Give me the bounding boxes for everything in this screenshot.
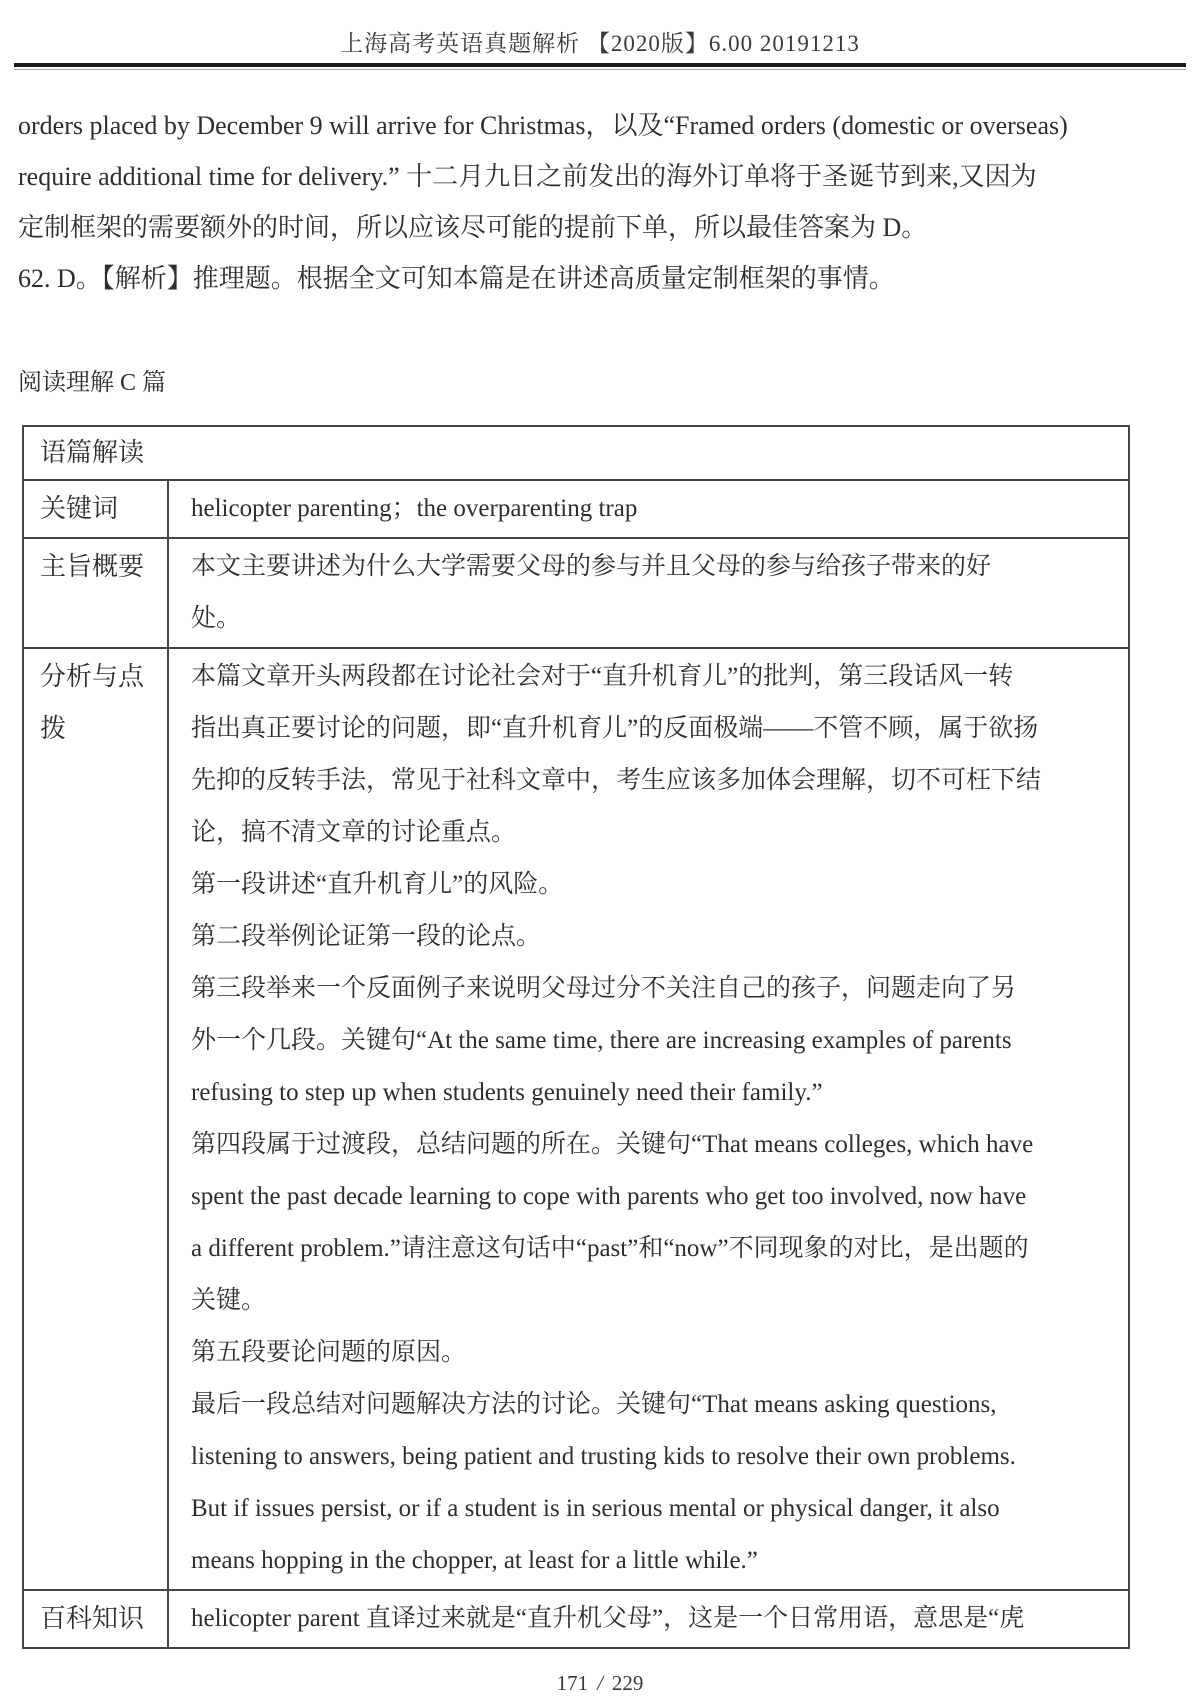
table-row-summary xyxy=(24,539,1128,649)
text-line: refusing to step up when students genuinely need their family.” xyxy=(191,1079,823,1106)
section-heading: 阅读理解 C 篇 xyxy=(18,370,167,396)
explanation-paragraph xyxy=(18,100,1130,253)
answer-paragraph xyxy=(18,253,1130,304)
text-line: spent the past decade learning to cope with parents who get too involved, now have xyxy=(191,1183,1027,1210)
text-line: listening to answers, being patient and trusting kids to resolve their own problems. xyxy=(191,1443,1016,1470)
text-line: orders placed by December 9 will arrive for Christmas，以及“Framed orders (domestic or overseas) xyxy=(18,111,1068,140)
table-header-label: 语篇解读 xyxy=(40,438,145,467)
text-line: 本文主要讲述为什么大学需要父母的参与并且父母的参与给孩子带来的好 xyxy=(191,553,992,580)
text-line: 定制框架的需要额外的时间，所以应该尽可能的提前下单，所以最佳答案为 D。 xyxy=(18,213,928,242)
row-content-summary xyxy=(169,539,1128,647)
text-line: 最后一段总结对问题解决方法的讨论。关键句“That means asking questions, xyxy=(191,1391,997,1418)
text-line: 第四段属于过渡段，总结问题的所在。关键句“That means colleges, which have xyxy=(191,1131,1034,1158)
text-line: 关键。 xyxy=(191,1287,267,1314)
row-label-summary: 主旨概要 xyxy=(24,539,169,647)
text-line: But if issues persist, or if a student is in serious mental or physical danger, it also xyxy=(191,1495,1000,1522)
page-number-current: 171 xyxy=(556,1671,589,1695)
text-line: require additional time for delivery.” 十二月九日之前发出的海外订单将于圣诞节到来,又因为 xyxy=(18,162,1037,191)
text-line: 先抑的反转手法，常见于社科文章中，考生应该多加体会理解，切不可枉下结 xyxy=(191,767,1042,794)
table-row-analysis xyxy=(24,649,1128,1591)
text-line: 第一段讲述“直升机育儿”的风险。 xyxy=(191,871,564,898)
text-line: helicopter parent 直译过来就是“直升机父母”，这是一个日常用语，意思是“虎 xyxy=(191,1605,1025,1632)
text-line: 第五段要论问题的原因。 xyxy=(191,1339,467,1366)
text-line: 本篇文章开头两段都在讨论社会对于“直升机育儿”的批判，第三段话风一转 xyxy=(191,663,1014,690)
table-row-keywords xyxy=(24,481,1128,539)
text-line: 62. D。【解析】推理题。根据全文可知本篇是在讲述高质量定制框架的事情。 xyxy=(18,264,895,293)
header-title: 上海高考英语真题解析 【2020版】6.00 20191213 xyxy=(340,31,860,56)
page-number-total: 229 xyxy=(611,1671,644,1695)
header-rule-thin-line xyxy=(14,69,1186,70)
text-line: 外一个几段。关键句“At the same time, there are increasing examples of parents xyxy=(191,1027,1012,1054)
page-number-separator: / xyxy=(597,1671,603,1695)
page-header xyxy=(0,0,1200,70)
text-line: helicopter parenting；the overparenting trap xyxy=(191,495,638,522)
text-line: 指出真正要讨论的问题，即“直升机育儿”的反面极端——不管不顾，属于欲扬 xyxy=(191,715,1039,742)
text-line: means hopping in the chopper, at least for a little while.” xyxy=(191,1547,758,1574)
header-rule-thick-line xyxy=(14,63,1186,67)
text-line: 论，搞不清文章的讨论重点。 xyxy=(191,819,517,846)
page-footer xyxy=(0,1671,1200,1696)
row-label-keywords: 关键词 xyxy=(24,481,169,537)
text-line: a different problem.”请注意这句话中“past”和“now”不同现象的对比，是出题的 xyxy=(191,1235,1029,1262)
row-label-analysis: 分析与点拨 xyxy=(24,649,169,1589)
text-line: 处。 xyxy=(191,605,242,632)
table-header-row xyxy=(24,427,1128,481)
table-row-encyclopedia xyxy=(24,1591,1128,1647)
header-rule xyxy=(14,63,1186,70)
reading-analysis-table xyxy=(22,425,1130,1649)
row-label-encyclopedia: 百科知识 xyxy=(24,1591,169,1647)
row-content-analysis xyxy=(169,649,1128,1589)
text-line: 第二段举例论证第一段的论点。 xyxy=(191,923,542,950)
row-content-keywords xyxy=(169,481,1128,537)
text-line: 第三段举来一个反面例子来说明父母过分不关注自己的孩子，问题走向了另 xyxy=(191,975,1017,1002)
row-content-encyclopedia xyxy=(169,1591,1128,1647)
